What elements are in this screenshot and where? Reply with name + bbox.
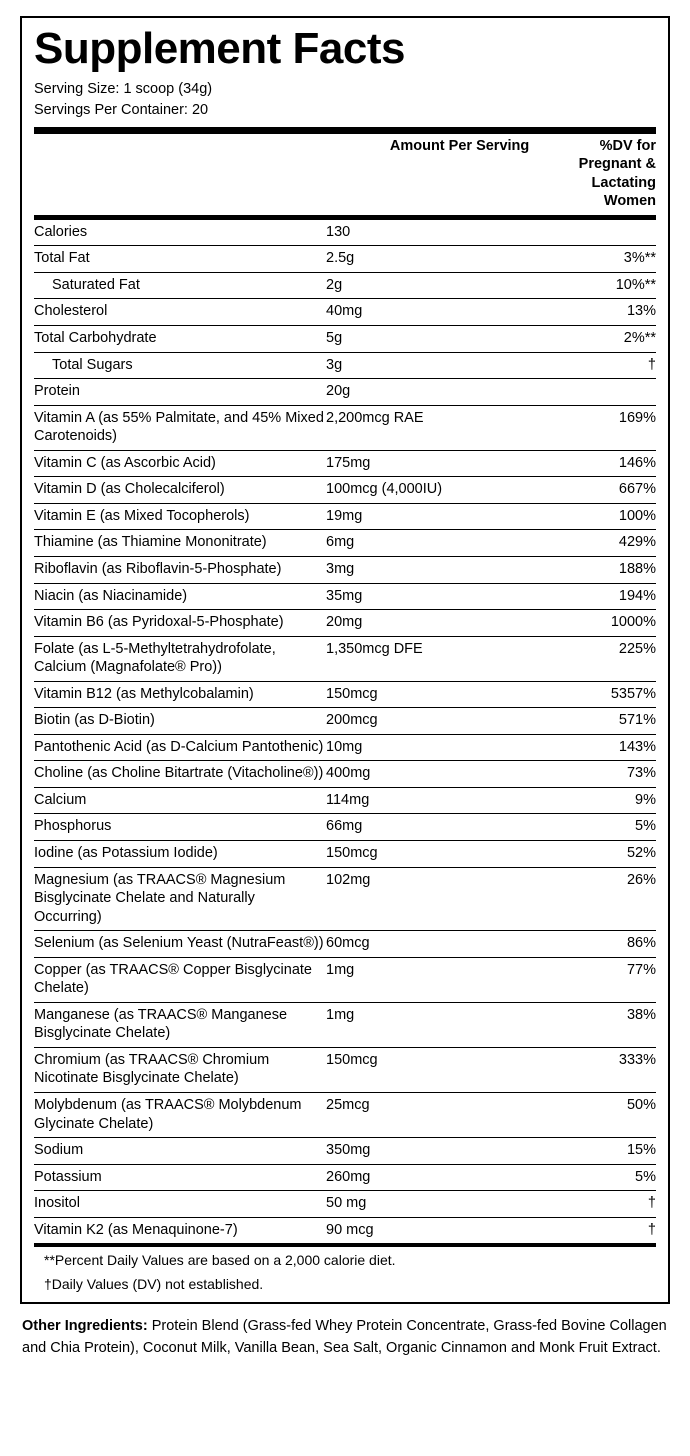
supplement-facts-panel	[20, 16, 670, 1304]
nutrient-amount: 1mg	[326, 1002, 526, 1047]
table-row	[34, 931, 656, 958]
nutrient-amount: 114mg	[326, 787, 526, 814]
table-row	[34, 299, 656, 326]
nutrient-name: Chromium (as TRAACS® Chromium Nicotinate Bisglycinate Chelate)	[34, 1047, 326, 1092]
table-row	[34, 814, 656, 841]
nutrient-name: Molybdenum (as TRAACS® Molybdenum Glycinate Chelate)	[34, 1092, 326, 1137]
nutrient-daily-value: 571%	[526, 708, 656, 735]
table-row	[34, 352, 656, 379]
nutrient-name: Vitamin C (as Ascorbic Acid)	[34, 450, 326, 477]
table-row	[34, 610, 656, 637]
table-row	[34, 1164, 656, 1191]
nutrient-name: Total Sugars	[34, 352, 326, 379]
nutrient-daily-value: 52%	[526, 840, 656, 867]
nutrient-daily-value: 2%**	[526, 326, 656, 353]
table-row	[34, 379, 656, 406]
nutrient-daily-value: 50%	[526, 1092, 656, 1137]
table-row	[34, 1217, 656, 1245]
table-row	[34, 761, 656, 788]
nutrient-daily-value: 146%	[526, 450, 656, 477]
nutrient-amount: 35mg	[326, 583, 526, 610]
nutrient-name: Calories	[34, 220, 326, 246]
nutrient-name: Vitamin D (as Cholecalciferol)	[34, 477, 326, 504]
nutrient-daily-value: 143%	[526, 734, 656, 761]
nutrient-name: Biotin (as D-Biotin)	[34, 708, 326, 735]
table-row	[34, 1002, 656, 1047]
divider-thick-top	[34, 127, 656, 134]
nutrient-daily-value: †	[526, 1191, 656, 1218]
nutrient-daily-value: 5%	[526, 814, 656, 841]
nutrient-daily-value: 169%	[526, 405, 656, 450]
nutrient-name: Protein	[34, 379, 326, 406]
dv-header-line-1: %DV for	[599, 137, 656, 154]
nutrient-daily-value: 9%	[526, 787, 656, 814]
other-ingredients-text: Protein Blend (Grass-fed Whey Protein Concentrate, Grass-fed Bovine Collagen and Chia Protein), Coconut Milk, Vanilla Bean, Sea Salt, Organic Cinnamon and Monk Fruit Extract.	[22, 1317, 667, 1356]
nutrient-name: Potassium	[34, 1164, 326, 1191]
nutrient-daily-value: 5357%	[526, 681, 656, 708]
nutrient-name: Vitamin K2 (as Menaquinone-7)	[34, 1217, 326, 1245]
nutrient-daily-value: 10%**	[526, 272, 656, 299]
table-row	[34, 503, 656, 530]
table-row	[34, 867, 656, 931]
nutrient-amount: 2.5g	[326, 246, 526, 273]
nutrient-amount: 260mg	[326, 1164, 526, 1191]
table-row	[34, 1191, 656, 1218]
nutrient-name: Iodine (as Potassium Iodide)	[34, 840, 326, 867]
table-row	[34, 405, 656, 450]
nutrient-name: Copper (as TRAACS® Copper Bisglycinate Chelate)	[34, 957, 326, 1002]
table-row	[34, 450, 656, 477]
table-row	[34, 1047, 656, 1092]
nutrient-name: Choline (as Choline Bitartrate (Vitacholine®))	[34, 761, 326, 788]
nutrient-daily-value: 86%	[526, 931, 656, 958]
nutrient-daily-value	[526, 220, 656, 246]
nutrient-name: Riboflavin (as Riboflavin-5-Phosphate)	[34, 556, 326, 583]
nutrient-amount: 150mcg	[326, 840, 526, 867]
table-row	[34, 1092, 656, 1137]
nutrition-table	[34, 220, 656, 1247]
nutrient-daily-value: 225%	[526, 636, 656, 681]
nutrient-amount: 3g	[326, 352, 526, 379]
table-row	[34, 583, 656, 610]
header-spacer	[34, 134, 326, 216]
nutrient-amount: 25mcg	[326, 1092, 526, 1137]
nutrient-amount: 50 mg	[326, 1191, 526, 1218]
nutrient-name: Sodium	[34, 1138, 326, 1165]
table-row	[34, 708, 656, 735]
nutrient-name: Inositol	[34, 1191, 326, 1218]
nutrient-name: Total Fat	[34, 246, 326, 273]
nutrient-amount: 5g	[326, 326, 526, 353]
nutrient-name: Thiamine (as Thiamine Mononitrate)	[34, 530, 326, 557]
nutrient-amount: 10mg	[326, 734, 526, 761]
nutrient-daily-value: 5%	[526, 1164, 656, 1191]
dv-header-line-4: Women	[603, 193, 656, 210]
nutrient-daily-value: 3%**	[526, 246, 656, 273]
nutrient-daily-value: 73%	[526, 761, 656, 788]
nutrient-amount: 100mcg (4,000IU)	[326, 477, 526, 504]
nutrient-name: Total Carbohydrate	[34, 326, 326, 353]
table-row	[34, 556, 656, 583]
table-row	[34, 957, 656, 1002]
nutrient-daily-value: 1000%	[526, 610, 656, 637]
table-row	[34, 636, 656, 681]
nutrient-name: Pantothenic Acid (as D-Calcium Pantothenic)	[34, 734, 326, 761]
dv-header-line-3: Lactating	[591, 174, 656, 191]
nutrient-name: Vitamin E (as Mixed Tocopherols)	[34, 503, 326, 530]
nutrient-name: Cholesterol	[34, 299, 326, 326]
nutrient-daily-value: 77%	[526, 957, 656, 1002]
nutrient-amount: 6mg	[326, 530, 526, 557]
nutrient-daily-value: 15%	[526, 1138, 656, 1165]
nutrient-amount: 150mcg	[326, 681, 526, 708]
nutrient-name: Calcium	[34, 787, 326, 814]
nutrient-name: Vitamin B6 (as Pyridoxal-5-Phosphate)	[34, 610, 326, 637]
nutrient-amount: 66mg	[326, 814, 526, 841]
nutrient-daily-value: 13%	[526, 299, 656, 326]
table-row	[34, 1138, 656, 1165]
nutrient-name: Folate (as L-5-Methyltetrahydrofolate, Calcium (Magnafolate® Pro))	[34, 636, 326, 681]
nutrient-amount: 19mg	[326, 503, 526, 530]
nutrient-amount: 1mg	[326, 957, 526, 1002]
nutrient-name: Selenium (as Selenium Yeast (NutraFeast®))	[34, 931, 326, 958]
serving-size-line: Serving Size: 1 scoop (34g)	[34, 80, 213, 97]
nutrient-amount: 175mg	[326, 450, 526, 477]
nutrient-amount: 1,350mcg DFE	[326, 636, 526, 681]
table-row	[34, 734, 656, 761]
page-title: Supplement Facts	[34, 24, 405, 73]
dv-header	[547, 134, 656, 216]
nutrient-daily-value: 194%	[526, 583, 656, 610]
nutrition-header-table	[34, 134, 656, 216]
servings-per-container-line: Servings Per Container: 20	[34, 101, 209, 118]
nutrient-daily-value: 38%	[526, 1002, 656, 1047]
nutrient-daily-value	[526, 379, 656, 406]
nutrient-daily-value: 100%	[526, 503, 656, 530]
nutrient-daily-value: 333%	[526, 1047, 656, 1092]
nutrient-amount: 20g	[326, 379, 526, 406]
nutrient-name: Saturated Fat	[34, 272, 326, 299]
nutrient-amount: 60mcg	[326, 931, 526, 958]
amount-per-serving-header: Amount Per Serving	[326, 134, 547, 216]
nutrient-amount: 20mg	[326, 610, 526, 637]
other-ingredients	[20, 1316, 670, 1360]
table-row	[34, 246, 656, 273]
nutrient-name: Phosphorus	[34, 814, 326, 841]
nutrient-daily-value: †	[526, 352, 656, 379]
nutrient-amount: 200mcg	[326, 708, 526, 735]
nutrient-amount: 350mg	[326, 1138, 526, 1165]
dv-header-line-2: Pregnant &	[578, 156, 656, 173]
nutrient-daily-value: 667%	[526, 477, 656, 504]
table-row	[34, 477, 656, 504]
nutrient-amount: 40mg	[326, 299, 526, 326]
table-row	[34, 530, 656, 557]
nutrient-amount: 3mg	[326, 556, 526, 583]
nutrient-amount: 400mg	[326, 761, 526, 788]
nutrient-daily-value: 188%	[526, 556, 656, 583]
nutrient-amount: 2,200mcg RAE	[326, 405, 526, 450]
nutrient-daily-value: 26%	[526, 867, 656, 931]
nutrient-daily-value: †	[526, 1217, 656, 1245]
table-row	[34, 326, 656, 353]
nutrient-name: Vitamin B12 (as Methylcobalamin)	[34, 681, 326, 708]
table-row	[34, 840, 656, 867]
nutrient-name: Magnesium (as TRAACS® Magnesium Bisglycinate Chelate and Naturally Occurring)	[34, 867, 326, 931]
table-row	[34, 272, 656, 299]
other-ingredients-label: Other Ingredients:	[22, 1317, 148, 1334]
nutrient-amount: 2g	[326, 272, 526, 299]
nutrient-name: Vitamin A (as 55% Palmitate, and 45% Mixed Carotenoids)	[34, 405, 326, 450]
nutrient-name: Manganese (as TRAACS® Manganese Bisglycinate Chelate)	[34, 1002, 326, 1047]
table-row	[34, 220, 656, 246]
nutrient-daily-value: 429%	[526, 530, 656, 557]
nutrient-amount: 102mg	[326, 867, 526, 931]
footnote-dagger: †Daily Values (DV) not established.	[44, 1275, 264, 1292]
table-row	[34, 681, 656, 708]
footnote-percent-dv: **Percent Daily Values are based on a 2,000 calorie diet.	[44, 1252, 396, 1269]
nutrient-name: Niacin (as Niacinamide)	[34, 583, 326, 610]
column-headers-row	[34, 134, 656, 216]
table-row	[34, 787, 656, 814]
nutrient-amount: 130	[326, 220, 526, 246]
nutrient-amount: 150mcg	[326, 1047, 526, 1092]
nutrient-amount: 90 mcg	[326, 1217, 526, 1245]
